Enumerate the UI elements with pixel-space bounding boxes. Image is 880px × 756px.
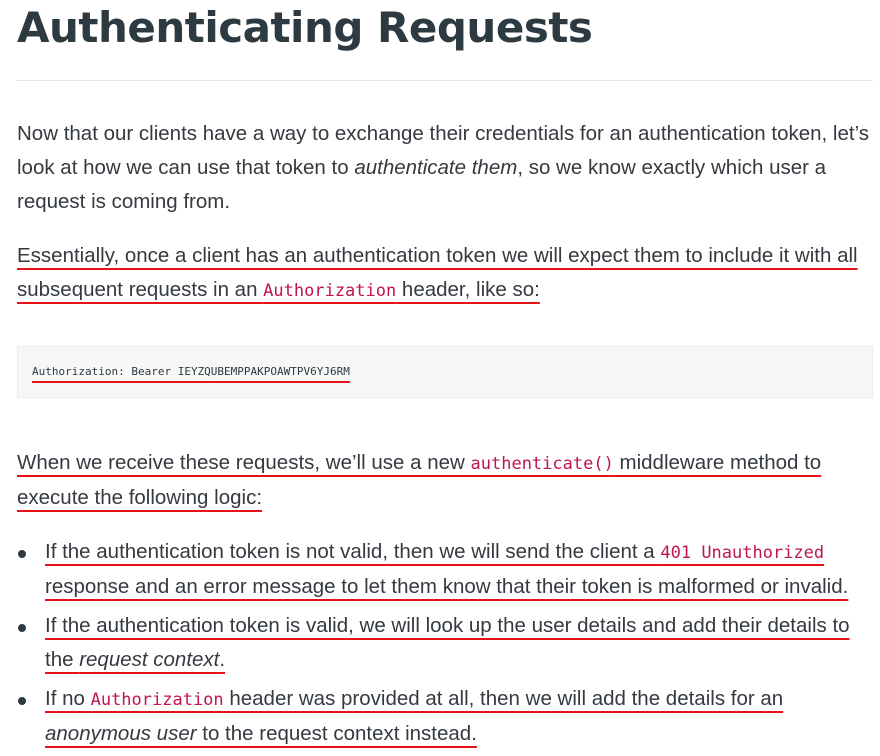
title-divider [17, 80, 873, 81]
middleware-text: When we receive these requests, we’ll use a new [17, 451, 471, 474]
essentially-text-end: header, like so: [396, 278, 540, 301]
bullet-icon [18, 624, 26, 632]
list-item-text-end: . [219, 648, 226, 671]
list-item-text-mid: header was provided at all, then we will add the details for an [223, 687, 784, 710]
middleware-text-end: middleware method to execute the following logic: [17, 451, 822, 509]
bullet-icon [18, 550, 26, 558]
essentially-paragraph [17, 239, 873, 308]
list-item-text: If the authentication token is not valid, then we will send the client a [45, 540, 661, 563]
list-item [17, 682, 873, 751]
bullet-icon [18, 697, 26, 705]
list-item-text: If the authentication token is valid, we will look up the user details and add their details to the [45, 614, 850, 671]
middleware-paragraph [17, 446, 873, 515]
inline-code-authenticate: authenticate() [470, 454, 614, 474]
article [17, 0, 873, 756]
list-item-emphasis: request context [79, 648, 220, 671]
list-item [17, 609, 873, 677]
inline-code-authorization: Authorization [90, 690, 224, 710]
list-item-text: If no [45, 687, 91, 710]
list-item-emphasis: anonymous user [45, 722, 197, 745]
list-item-text-end: response and an error message to let them know that their token is malformed or invalid. [45, 575, 849, 598]
logic-list [17, 535, 873, 751]
intro-text: Now that our clients have a way to exchange their credentials for an authentication token, let’s look at how we can use that token to [17, 122, 870, 179]
inline-code-authorization: Authorization [263, 281, 397, 301]
intro-emphasis: authenticate them [354, 156, 518, 179]
essentially-text: Essentially, once a client has an authentication token we will expect them to include it with all subsequent requests in an [17, 244, 858, 301]
list-item-text-end: to the request context instead. [196, 722, 477, 745]
page-title: Authenticating Requests [17, 3, 593, 52]
list-item [17, 535, 873, 604]
code-block-text: Authorization: Bearer IEYZQUBEMPPAKPOAWTPV6YJ6RM [32, 365, 350, 378]
intro-paragraph [17, 117, 873, 219]
code-block [17, 346, 873, 398]
intro-text-end: , so we know exactly which user a request is coming from. [17, 156, 827, 213]
inline-code-401: 401 Unauthorized [660, 543, 825, 563]
